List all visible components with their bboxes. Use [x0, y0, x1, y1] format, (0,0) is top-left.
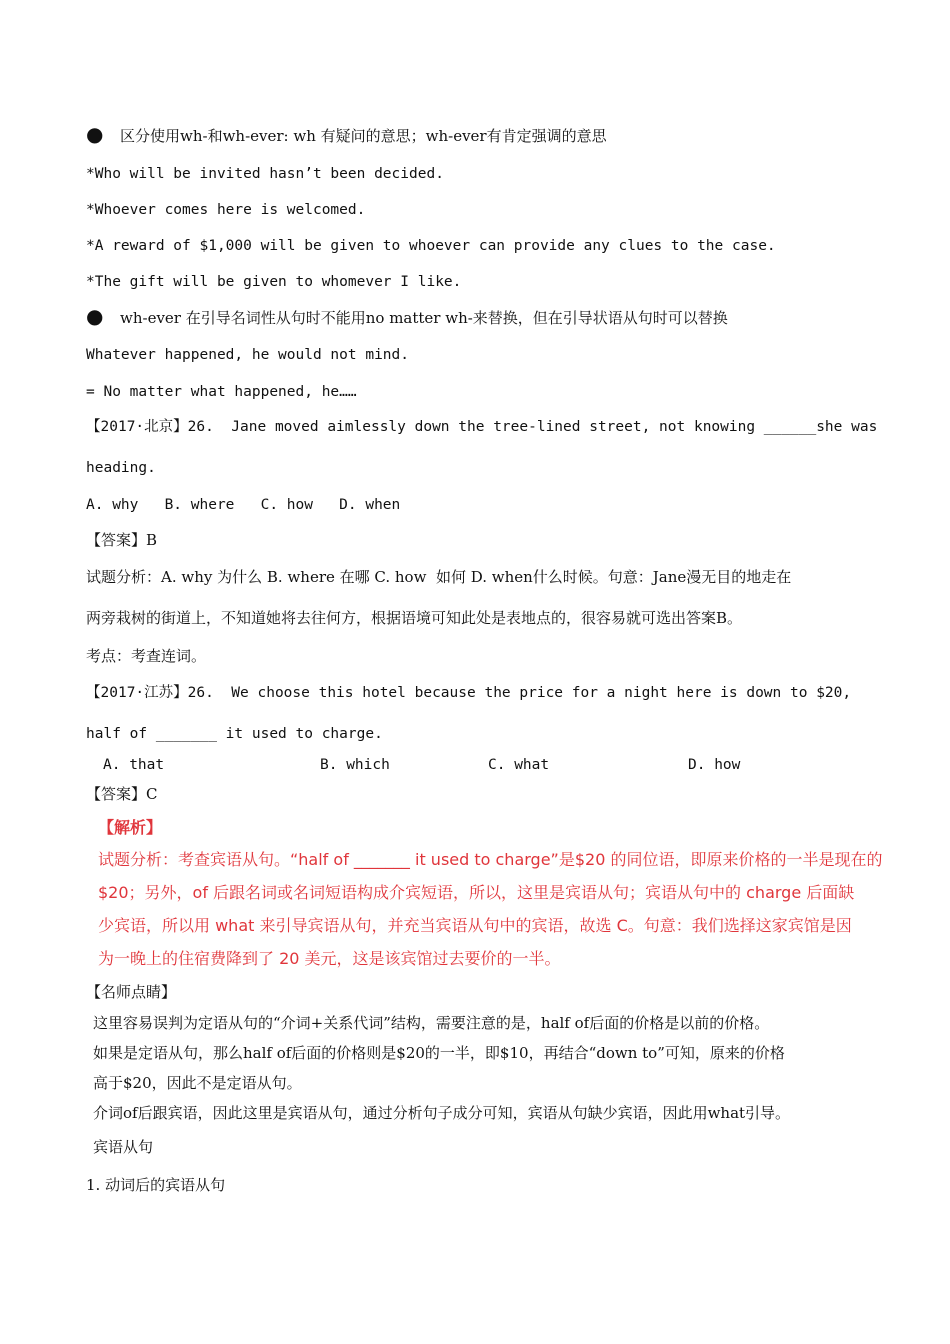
- tips-line: 如果是定语从句，那么half of后面的价格则是$20的一半，即$10，再结合“down to”可知，原来的价格: [93, 1044, 785, 1062]
- tips-heading: 【名师点睛】: [86, 983, 177, 1001]
- example-line: = No matter what happened, he……: [86, 384, 357, 400]
- section-heading: 1. 动词后的宾语从句: [86, 1176, 226, 1194]
- answer-line: 【答案】B: [86, 531, 158, 549]
- bullet-icon: ●: [86, 122, 104, 146]
- analysis-line: 两旁栽树的街道上，不知道她将去往何方，根据语境可知此处是表地点的，很容易就可选出答案B。: [86, 609, 743, 627]
- analysis-line: 为一晚上的住宿费降到了 20 美元，这是该宾馆过去要价的一半。: [98, 949, 561, 968]
- example-line: Whatever happened, he would not mind.: [86, 347, 410, 363]
- options-line: A. why B. where C. how D. when: [86, 497, 401, 513]
- analysis-line: $20；另外，of 后跟名词或名词短语构成介宾短语，所以，这里是宾语从句；宾语从句中的 charge 后面缺: [98, 883, 855, 902]
- example-line: *Whoever comes here is welcomed.: [86, 202, 366, 218]
- tips-line: 这里容易误判为定语从句的“介词+关系代词”结构，需要注意的是，half of后面的价格是以前的价格。: [93, 1014, 770, 1032]
- example-line: *A reward of $1,000 will be given to whoever can provide any clues to the case.: [86, 238, 776, 254]
- question-line: heading.: [86, 460, 156, 476]
- question-line: 【2017·北京】26. Jane moved aimlessly down the tree-lined street, not knowing ______she was: [86, 419, 878, 435]
- bullet-icon: ●: [86, 304, 104, 328]
- tips-line: 高于$20，因此不是定语从句。: [93, 1074, 302, 1092]
- analysis-line: 少宾语，所以用 what 来引导宾语从句，并充当宾语从句中的宾语，故选 C。句意：我们选择这家宾馆是因: [98, 916, 852, 935]
- tips-line: 介词of后跟宾语，因此这里是宾语从句，通过分析句子成分可知，宾语从句缺少宾语，因此用what引导。: [93, 1104, 791, 1122]
- bullet-text: wh-ever 在引导名词性从句时不能用no matter wh-来替换，但在引导状语从句时可以替换: [120, 309, 728, 327]
- point-line: 考点：考查连词。: [86, 647, 207, 665]
- analysis-line: 试题分析：A. why 为什么 B. where 在哪 C. how 如何 D. when什么时候。句意：Jane漫无目的地走在: [86, 568, 792, 586]
- option-c: C. what: [488, 757, 550, 773]
- bullet-text: 区分使用wh-和wh-ever: wh 有疑问的意思；wh-ever有肯定强调的意思: [120, 127, 607, 145]
- option-a: A. that: [103, 757, 165, 773]
- option-b: B. which: [320, 757, 390, 773]
- example-line: *The gift will be given to whomever I like.: [86, 274, 462, 290]
- question-line: 【2017·江苏】26. We choose this hotel because the price for a night here is down to $20,: [86, 685, 852, 701]
- option-d: D. how: [688, 757, 741, 773]
- tips-line: 宾语从句: [93, 1138, 154, 1156]
- answer-line: 【答案】C: [86, 785, 158, 803]
- question-line: half of _______ it used to charge.: [86, 726, 383, 742]
- analysis-line: 试题分析：考查宾语从句。“half of _______ it used to charge”是$20 的同位语，即原来价格的一半是现在的: [98, 850, 883, 869]
- example-line: *Who will be invited hasn’t been decided.: [86, 166, 444, 182]
- analysis-heading: 【解析】: [98, 818, 163, 837]
